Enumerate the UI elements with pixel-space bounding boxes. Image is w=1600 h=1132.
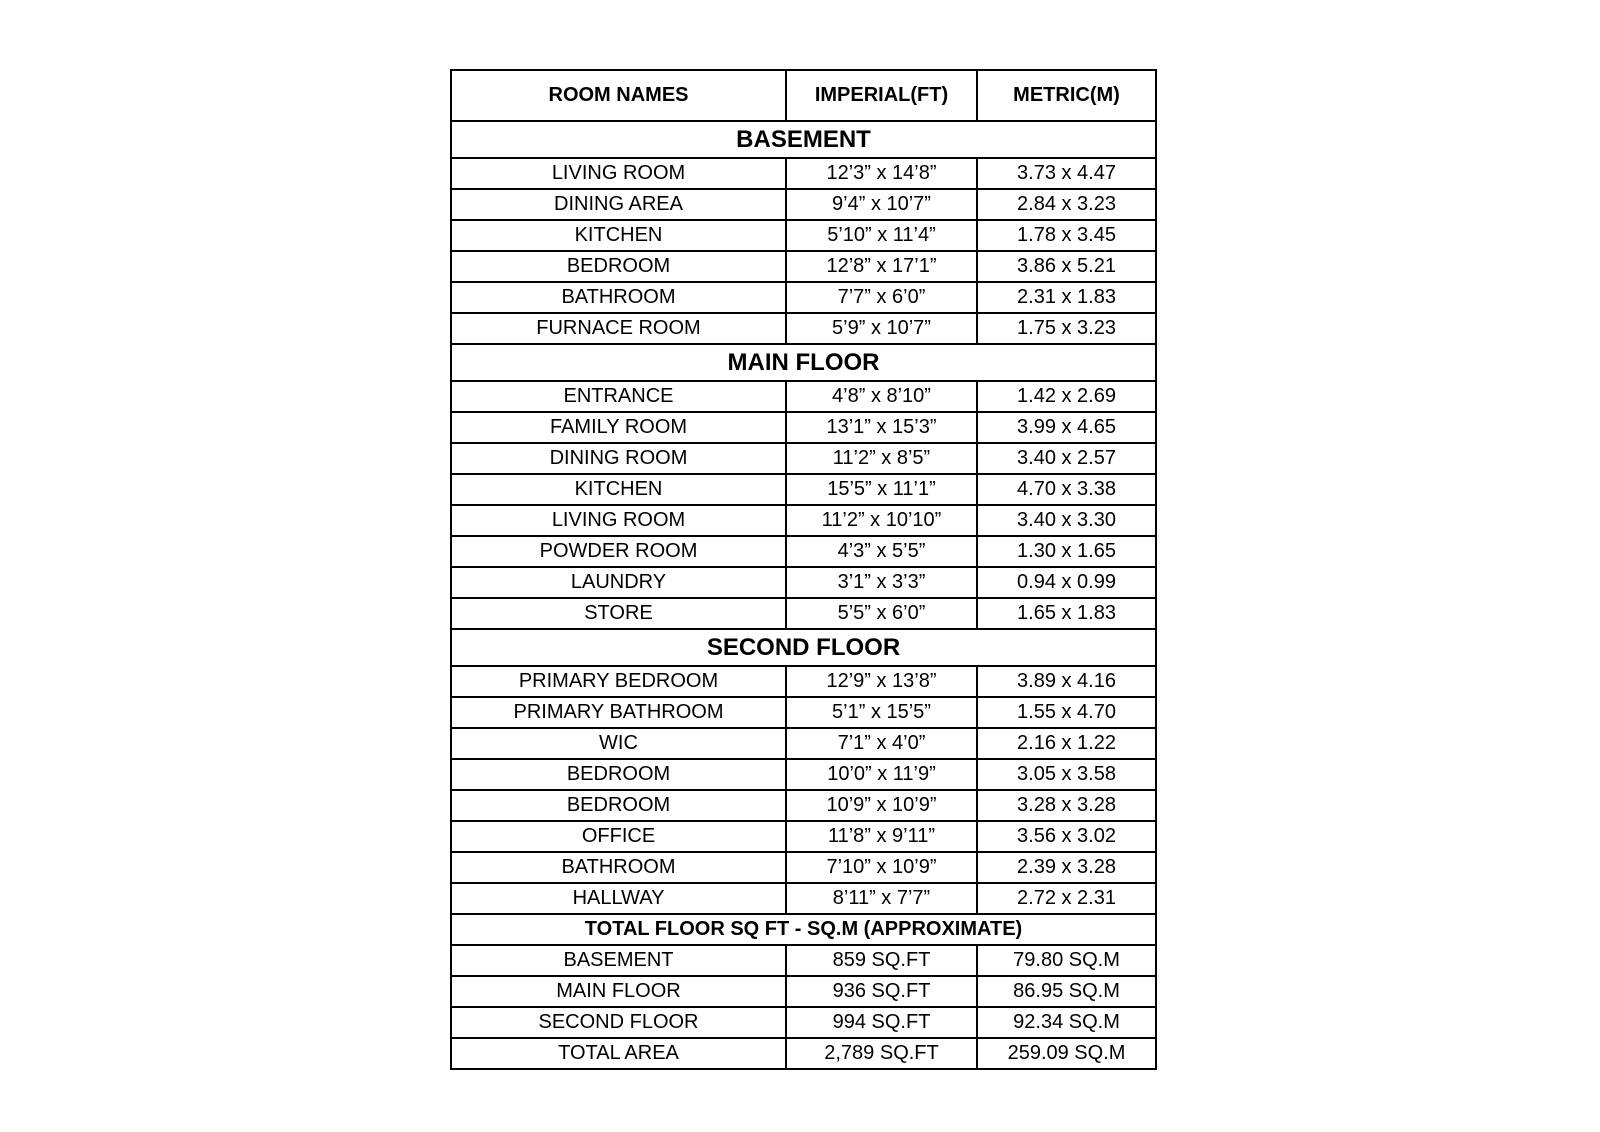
imperial-cell: 8’11” x 7’7” bbox=[786, 883, 977, 914]
table-row bbox=[451, 443, 1156, 474]
room-name-cell: KITCHEN bbox=[451, 474, 786, 505]
table-row bbox=[451, 1038, 1156, 1069]
imperial-cell: 11’2” x 8’5” bbox=[786, 443, 977, 474]
table-row bbox=[451, 728, 1156, 759]
room-name-cell: SECOND FLOOR bbox=[451, 1007, 786, 1038]
metric-cell: 3.28 x 3.28 bbox=[977, 790, 1156, 821]
room-dimensions-table bbox=[450, 69, 1157, 1070]
table-header-row bbox=[451, 70, 1156, 121]
metric-cell: 3.73 x 4.47 bbox=[977, 158, 1156, 189]
imperial-cell: 12’9” x 13’8” bbox=[786, 666, 977, 697]
metric-cell: 2.16 x 1.22 bbox=[977, 728, 1156, 759]
imperial-cell: 5’9” x 10’7” bbox=[786, 313, 977, 344]
table-body bbox=[451, 121, 1156, 1069]
table-row bbox=[451, 697, 1156, 728]
header-imperial: IMPERIAL(FT) bbox=[786, 70, 977, 121]
metric-cell: 3.89 x 4.16 bbox=[977, 666, 1156, 697]
room-name-cell: LAUNDRY bbox=[451, 567, 786, 598]
table-row bbox=[451, 282, 1156, 313]
table-row bbox=[451, 251, 1156, 282]
metric-cell: 79.80 SQ.M bbox=[977, 945, 1156, 976]
table-row bbox=[451, 474, 1156, 505]
room-name-cell: BATHROOM bbox=[451, 852, 786, 883]
room-name-cell: LIVING ROOM bbox=[451, 158, 786, 189]
metric-cell: 2.31 x 1.83 bbox=[977, 282, 1156, 313]
table-row bbox=[451, 1007, 1156, 1038]
room-name-cell: OFFICE bbox=[451, 821, 786, 852]
metric-cell: 1.78 x 3.45 bbox=[977, 220, 1156, 251]
imperial-cell: 936 SQ.FT bbox=[786, 976, 977, 1007]
table-row bbox=[451, 759, 1156, 790]
room-name-cell: KITCHEN bbox=[451, 220, 786, 251]
room-name-cell: FAMILY ROOM bbox=[451, 412, 786, 443]
imperial-cell: 11’2” x 10’10” bbox=[786, 505, 977, 536]
room-name-cell: BEDROOM bbox=[451, 759, 786, 790]
imperial-cell: 7’1” x 4’0” bbox=[786, 728, 977, 759]
metric-cell: 2.39 x 3.28 bbox=[977, 852, 1156, 883]
table-row bbox=[451, 821, 1156, 852]
room-name-cell: DINING ROOM bbox=[451, 443, 786, 474]
room-name-cell: POWDER ROOM bbox=[451, 536, 786, 567]
room-name-cell: DINING AREA bbox=[451, 189, 786, 220]
imperial-cell: 5’1” x 15’5” bbox=[786, 697, 977, 728]
table-row bbox=[451, 598, 1156, 629]
basement-section-row bbox=[451, 121, 1156, 158]
imperial-cell: 859 SQ.FT bbox=[786, 945, 977, 976]
room-name-cell: HALLWAY bbox=[451, 883, 786, 914]
imperial-cell: 4’8” x 8’10” bbox=[786, 381, 977, 412]
room-name-cell: MAIN FLOOR bbox=[451, 976, 786, 1007]
metric-cell: 3.05 x 3.58 bbox=[977, 759, 1156, 790]
table-row bbox=[451, 666, 1156, 697]
table-row bbox=[451, 505, 1156, 536]
totals-heading: TOTAL FLOOR SQ FT - SQ.M (APPROXIMATE) bbox=[451, 914, 1156, 945]
room-name-cell: BASEMENT bbox=[451, 945, 786, 976]
room-name-cell: STORE bbox=[451, 598, 786, 629]
room-name-cell: LIVING ROOM bbox=[451, 505, 786, 536]
table-row bbox=[451, 852, 1156, 883]
table-row bbox=[451, 189, 1156, 220]
room-name-cell: WIC bbox=[451, 728, 786, 759]
table-row bbox=[451, 412, 1156, 443]
imperial-cell: 12’8” x 17’1” bbox=[786, 251, 977, 282]
room-name-cell: PRIMARY BATHROOM bbox=[451, 697, 786, 728]
imperial-cell: 7’7” x 6’0” bbox=[786, 282, 977, 313]
room-name-cell: FURNACE ROOM bbox=[451, 313, 786, 344]
metric-cell: 1.65 x 1.83 bbox=[977, 598, 1156, 629]
room-name-cell: BATHROOM bbox=[451, 282, 786, 313]
metric-cell: 1.30 x 1.65 bbox=[977, 536, 1156, 567]
metric-cell: 4.70 x 3.38 bbox=[977, 474, 1156, 505]
table-row bbox=[451, 790, 1156, 821]
table-row bbox=[451, 567, 1156, 598]
room-name-cell: BEDROOM bbox=[451, 251, 786, 282]
metric-cell: 259.09 SQ.M bbox=[977, 1038, 1156, 1069]
imperial-cell: 7’10” x 10’9” bbox=[786, 852, 977, 883]
imperial-cell: 13’1” x 15’3” bbox=[786, 412, 977, 443]
imperial-cell: 9’4” x 10’7” bbox=[786, 189, 977, 220]
second-floor-section-title: SECOND FLOOR bbox=[451, 629, 1156, 666]
imperial-cell: 10’9” x 10’9” bbox=[786, 790, 977, 821]
table-row bbox=[451, 313, 1156, 344]
imperial-cell: 12’3” x 14’8” bbox=[786, 158, 977, 189]
room-name-cell: TOTAL AREA bbox=[451, 1038, 786, 1069]
imperial-cell: 11’8” x 9’11” bbox=[786, 821, 977, 852]
metric-cell: 2.72 x 2.31 bbox=[977, 883, 1156, 914]
header-room-names: ROOM NAMES bbox=[451, 70, 786, 121]
table-row bbox=[451, 381, 1156, 412]
table-row bbox=[451, 220, 1156, 251]
imperial-cell: 10’0” x 11’9” bbox=[786, 759, 977, 790]
metric-cell: 92.34 SQ.M bbox=[977, 1007, 1156, 1038]
basement-section-title: BASEMENT bbox=[451, 121, 1156, 158]
room-name-cell: PRIMARY BEDROOM bbox=[451, 666, 786, 697]
metric-cell: 3.99 x 4.65 bbox=[977, 412, 1156, 443]
table-row bbox=[451, 883, 1156, 914]
metric-cell: 1.55 x 4.70 bbox=[977, 697, 1156, 728]
main-floor-section-title: MAIN FLOOR bbox=[451, 344, 1156, 381]
table-row bbox=[451, 976, 1156, 1007]
metric-cell: 3.56 x 3.02 bbox=[977, 821, 1156, 852]
room-name-cell: BEDROOM bbox=[451, 790, 786, 821]
imperial-cell: 5’5” x 6’0” bbox=[786, 598, 977, 629]
metric-cell: 0.94 x 0.99 bbox=[977, 567, 1156, 598]
metric-cell: 3.86 x 5.21 bbox=[977, 251, 1156, 282]
table-row bbox=[451, 945, 1156, 976]
main-floor-section-row bbox=[451, 344, 1156, 381]
metric-cell: 2.84 x 3.23 bbox=[977, 189, 1156, 220]
table-row bbox=[451, 158, 1156, 189]
imperial-cell: 2,789 SQ.FT bbox=[786, 1038, 977, 1069]
metric-cell: 86.95 SQ.M bbox=[977, 976, 1156, 1007]
totals-heading-row bbox=[451, 914, 1156, 945]
imperial-cell: 4’3” x 5’5” bbox=[786, 536, 977, 567]
room-name-cell: ENTRANCE bbox=[451, 381, 786, 412]
imperial-cell: 994 SQ.FT bbox=[786, 1007, 977, 1038]
table-row bbox=[451, 536, 1156, 567]
imperial-cell: 3’1” x 3’3” bbox=[786, 567, 977, 598]
metric-cell: 1.75 x 3.23 bbox=[977, 313, 1156, 344]
imperial-cell: 15’5” x 11’1” bbox=[786, 474, 977, 505]
metric-cell: 3.40 x 3.30 bbox=[977, 505, 1156, 536]
second-floor-section-row bbox=[451, 629, 1156, 666]
metric-cell: 1.42 x 2.69 bbox=[977, 381, 1156, 412]
metric-cell: 3.40 x 2.57 bbox=[977, 443, 1156, 474]
header-metric: METRIC(M) bbox=[977, 70, 1156, 121]
imperial-cell: 5’10” x 11’4” bbox=[786, 220, 977, 251]
